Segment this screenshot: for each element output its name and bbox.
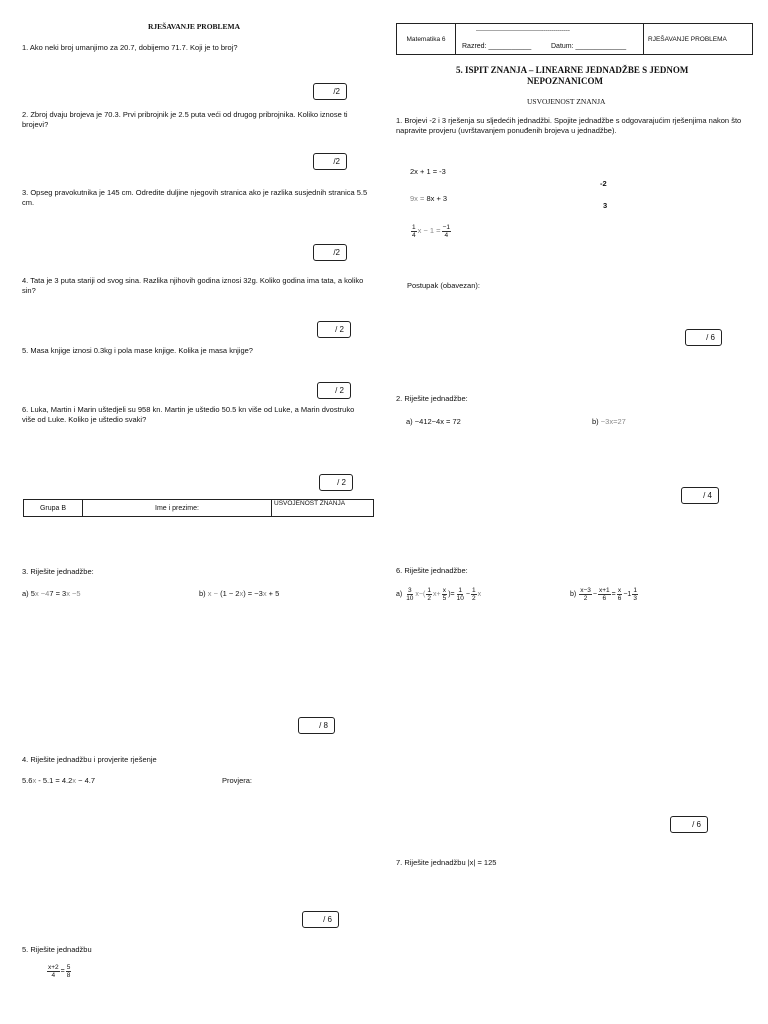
lower-question-3: 3. Riješite jednadžbe:: [22, 567, 94, 576]
eq3-numerator: 1: [412, 223, 416, 231]
q2b-equation: −3x=27: [600, 417, 626, 426]
q6a-f4d: 10: [456, 595, 464, 602]
q5-rhs-num: 5: [66, 964, 71, 971]
q6a-equation: [396, 587, 481, 602]
equation-2-left: 9x =: [410, 194, 427, 203]
q6b-f4d: 3: [633, 595, 637, 602]
left-question-5: 5. Masa knjige iznosi 0.3kg i pola mase knjige. Kolika je masa knjige?: [22, 346, 253, 355]
q4-part-2: x: [32, 776, 37, 785]
q6a-f4n: 1: [458, 587, 463, 594]
q6b-f1n: x−3: [580, 587, 591, 594]
right-q2a: [406, 417, 461, 427]
solution-1: -2: [600, 179, 607, 188]
q3a-part-2: x −4: [34, 589, 50, 598]
q5-lhs-den: 4: [51, 972, 56, 979]
q3b-part-4: x: [239, 589, 244, 598]
q5-equation: [46, 964, 72, 979]
subject-label: Matematika 6: [397, 24, 456, 55]
equation-1: 2x + 1 = -3: [410, 167, 446, 176]
equation-2: [410, 194, 447, 204]
q5-lhs-num: x+2: [48, 964, 59, 971]
eq3-mid: x − 1 =: [417, 226, 441, 235]
score-box-lower-4: / 6: [302, 911, 339, 928]
score-box-2: /2: [313, 153, 347, 170]
q4-part-4: x: [72, 776, 77, 785]
q6a-f1n: 3: [407, 587, 412, 594]
q4-part-1: 5.6: [22, 776, 33, 785]
q6b-f1d: 2: [583, 595, 588, 602]
lower-q3b: [199, 589, 279, 599]
q3b-part-1: b): [199, 589, 208, 598]
score-box-lower-3: / 8: [298, 717, 335, 734]
q6a-prefix: a): [396, 591, 403, 598]
q3b-part-2: x −: [207, 589, 221, 598]
right-question-2: 2. Riješite jednadžbe:: [396, 394, 468, 403]
category-label-right: RJEŠAVANJE PROBLEMA: [644, 24, 753, 55]
score-box-right-1: / 6: [685, 329, 722, 346]
q6b-prefix: b): [570, 591, 577, 598]
q3b-part-5: ) = −3: [243, 589, 263, 598]
q6a-x3: x: [477, 591, 482, 598]
q6a-eq: )=: [448, 591, 455, 598]
lower-question-4: 4. Riješite jednadžbu i provjerite rješenje: [22, 755, 157, 764]
left-question-2: 2. Zbroj dvaju brojeva je 70.3. Prvi pribrojnik je 2.5 puta veći od drugog pribrojnika. Koliko iznose ti brojevi?: [22, 110, 348, 129]
q6b-f2n: x+1: [598, 587, 610, 594]
group-label: Grupa B: [24, 500, 83, 517]
left-title: RJEŠAVANJE PROBLEMA: [148, 22, 241, 31]
score-box-right-2: / 4: [681, 487, 719, 504]
q2a-prefix: a): [406, 417, 415, 426]
q6a-x1: x−(: [415, 591, 426, 598]
q6a-f1d: 10: [406, 595, 414, 602]
q6b-f3n: x: [617, 587, 622, 594]
right-question-6: 6. Riješite jednadžbe:: [396, 566, 468, 575]
q5-rhs-den: 8: [66, 972, 71, 979]
class-date-cell: [456, 24, 644, 55]
equation-3: [410, 222, 452, 240]
q2a-equation: −412−4x = 72: [414, 417, 461, 426]
eq3-denominator: 4: [412, 231, 416, 239]
score-box-5: / 2: [317, 382, 351, 399]
score-box-4: / 2: [317, 321, 351, 338]
category-label: USVOJENOST ZNANJA: [272, 500, 374, 517]
q6a-f2d: 2: [427, 595, 431, 602]
q6a-minus: −: [465, 591, 470, 598]
score-box-right-6: / 6: [670, 816, 708, 833]
left-question-3: 3. Opseg pravokutnika je 145 cm. Odredite duljine njegovih stranica ako je razlika susjednih stranica 5.5 cm.: [22, 188, 368, 207]
postupak-label: Postupak (obavezan):: [407, 281, 480, 290]
q4-part-3: - 5.1 = 4.2: [36, 776, 73, 785]
q3a-part-4: x −5: [66, 589, 81, 598]
q6b-equation: [570, 587, 639, 602]
provjera-label: Provjera:: [222, 776, 253, 785]
q6a-f3d: 5: [442, 595, 447, 602]
q3a-part-1: a) 5: [22, 589, 35, 598]
right-title-line-1: 5. ISPIT ZNANJA – LINEARNE JEDNADŽBE S JEDNOM: [456, 65, 689, 75]
q6a-x2: x+: [432, 591, 441, 598]
eq3-rhs-den: 4: [444, 231, 449, 239]
solution-2: 3: [603, 201, 608, 210]
lower-q4-equation: [22, 776, 95, 786]
lower-question-5: 5. Riješite jednadžbu: [22, 945, 92, 954]
q6a-f3n: x: [442, 587, 446, 594]
name-field[interactable]: Ime i prezime:: [83, 500, 272, 517]
eq3-rhs-num: −1: [442, 223, 450, 231]
right-question-1: 1. Brojevi -2 i 3 rješenja su sljedećih jednadžbi. Spojite jednadžbe s odgovarajućim rješenjima nakon što napravite provjeru (uvrštavanjem ponuđenih brojeva u jednadžbe).: [396, 116, 742, 135]
equation-2-right: 8x + 3: [426, 194, 448, 203]
q6b-minus: −: [592, 591, 597, 598]
q3b-part-3: (1 − 2: [220, 589, 240, 598]
q6b-f4n: 1: [633, 587, 637, 594]
lower-q3a: [22, 589, 81, 599]
left-question-4: 4. Tata je 3 puta stariji od svog sina. Razlika njihovih godina iznosi 32g. Koliko godina ima tata, a koliko sin?: [22, 276, 364, 295]
right-header-table: [396, 23, 753, 55]
q3b-part-7: + 5: [266, 589, 280, 598]
score-box-1: /2: [313, 83, 347, 100]
q6b-eq: =: [611, 591, 616, 598]
q3b-part-6: x: [262, 589, 267, 598]
right-title-line-2: NEPOZNANICOM: [527, 76, 603, 86]
left-question-6: 6. Luka, Martin i Marin uštedjeli su 958 kn. Martin je uštedio 50.5 kn više od Luke, a Marin dvostruko više od Luke. Koliko je uštedio svaki?: [22, 405, 355, 424]
left-question-1: 1. Ako neki broj umanjimo za 20.7, dobijemo 71.7. Koji je to broj?: [22, 43, 238, 52]
right-q2b: [592, 417, 626, 427]
q6a-f2n: 1: [427, 587, 431, 594]
q3a-part-3: 7 = 3: [49, 589, 67, 598]
q5-eq-sign: =: [60, 968, 65, 975]
group-header-table: [23, 499, 374, 517]
dashes: -----------------------------------------------: [476, 28, 570, 34]
right-question-7: 7. Riješite jednadžbu |x| = 125: [396, 858, 497, 867]
q6b-f2d: 6: [602, 595, 607, 602]
q4-part-5: − 4.7: [76, 776, 95, 785]
q6b-f3d: 6: [617, 595, 622, 602]
q6a-f5n: 1: [471, 587, 476, 594]
score-box-6: / 2: [319, 474, 353, 491]
razred-field[interactable]: Razred: ___________: [462, 43, 532, 50]
q2b-prefix: b): [592, 417, 601, 426]
datum-field[interactable]: Datum: _____________: [551, 43, 627, 50]
q6b-minus2: −1: [623, 591, 632, 598]
q6a-f5d: 2: [471, 595, 476, 602]
right-subtitle: USVOJENOST ZNANJA: [527, 97, 606, 106]
score-box-3: /2: [313, 244, 347, 261]
